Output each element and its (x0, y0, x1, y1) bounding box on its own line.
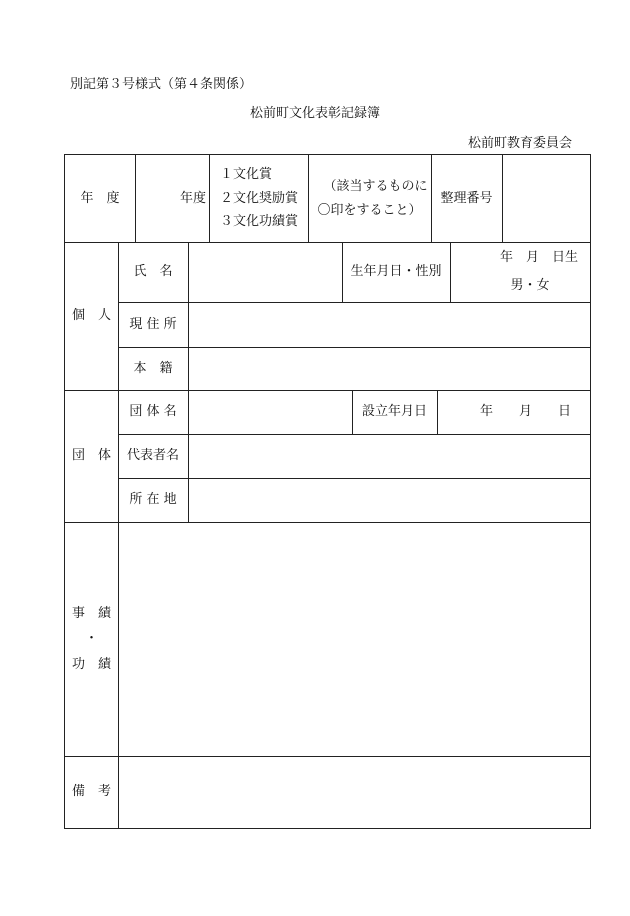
selection-note (308, 155, 431, 242)
award-type-options[interactable] (209, 155, 308, 242)
name-input[interactable] (188, 242, 342, 302)
achievements-label-line2: ・ (84, 631, 98, 647)
group-name-label: 団 体 名 (129, 404, 177, 420)
serial-number-input[interactable] (502, 155, 590, 242)
group-section-label: 団 体 (71, 448, 111, 464)
domicile-label: 本 籍 (133, 360, 173, 376)
group-name-input[interactable] (188, 390, 352, 434)
gender-value[interactable]: 男・女 (510, 278, 550, 293)
founded-date-label: 設立年月日 (361, 404, 427, 420)
selection-note-line1: （該当するものに (323, 178, 428, 194)
year-suffix: 年度 (179, 190, 206, 206)
year-input[interactable] (135, 155, 209, 242)
achievements-label (65, 522, 118, 756)
form-code: 別記第３号様式（第４条関係） (70, 77, 253, 92)
birth-date-value: 年 月 日生 (499, 250, 578, 266)
birth-gender-input[interactable] (450, 242, 590, 302)
address-input[interactable] (188, 302, 590, 347)
achievements-input[interactable] (118, 522, 590, 756)
remarks-input[interactable] (118, 756, 590, 828)
achievements-label-line1: 事 績 (71, 605, 111, 621)
individual-section-label: 個 人 (71, 308, 111, 324)
name-label: 氏 名 (133, 264, 173, 280)
serial-number-label: 整理番号 (440, 190, 493, 206)
location-label: 所 在 地 (129, 492, 177, 508)
remarks-label: 備 考 (71, 784, 111, 800)
domicile-input[interactable] (188, 347, 590, 390)
representative-input[interactable] (188, 434, 590, 478)
year-label: 年 度 (80, 190, 120, 206)
record-form-table (64, 154, 591, 829)
award-option-culture[interactable]: １文化賞 (220, 167, 273, 183)
issuer-name: 松前町教育委員会 (467, 136, 572, 151)
founded-date-input[interactable] (437, 390, 590, 434)
address-label: 現 住 所 (129, 316, 177, 332)
award-option-encouragement[interactable]: ２文化奨励賞 (220, 190, 299, 206)
document-title: 松前町文化表彰記録簿 (249, 106, 380, 121)
representative-label: 代表者名 (126, 448, 179, 464)
achievements-label-line3: 功 績 (71, 656, 111, 672)
selection-note-line2: 〇印をすること） (317, 202, 422, 218)
founded-date-value: 年 月 日 (479, 404, 571, 420)
award-option-merit[interactable]: ３文化功績賞 (220, 214, 299, 230)
location-input[interactable] (188, 478, 590, 522)
birth-gender-label: 生年月日・性別 (350, 264, 442, 280)
